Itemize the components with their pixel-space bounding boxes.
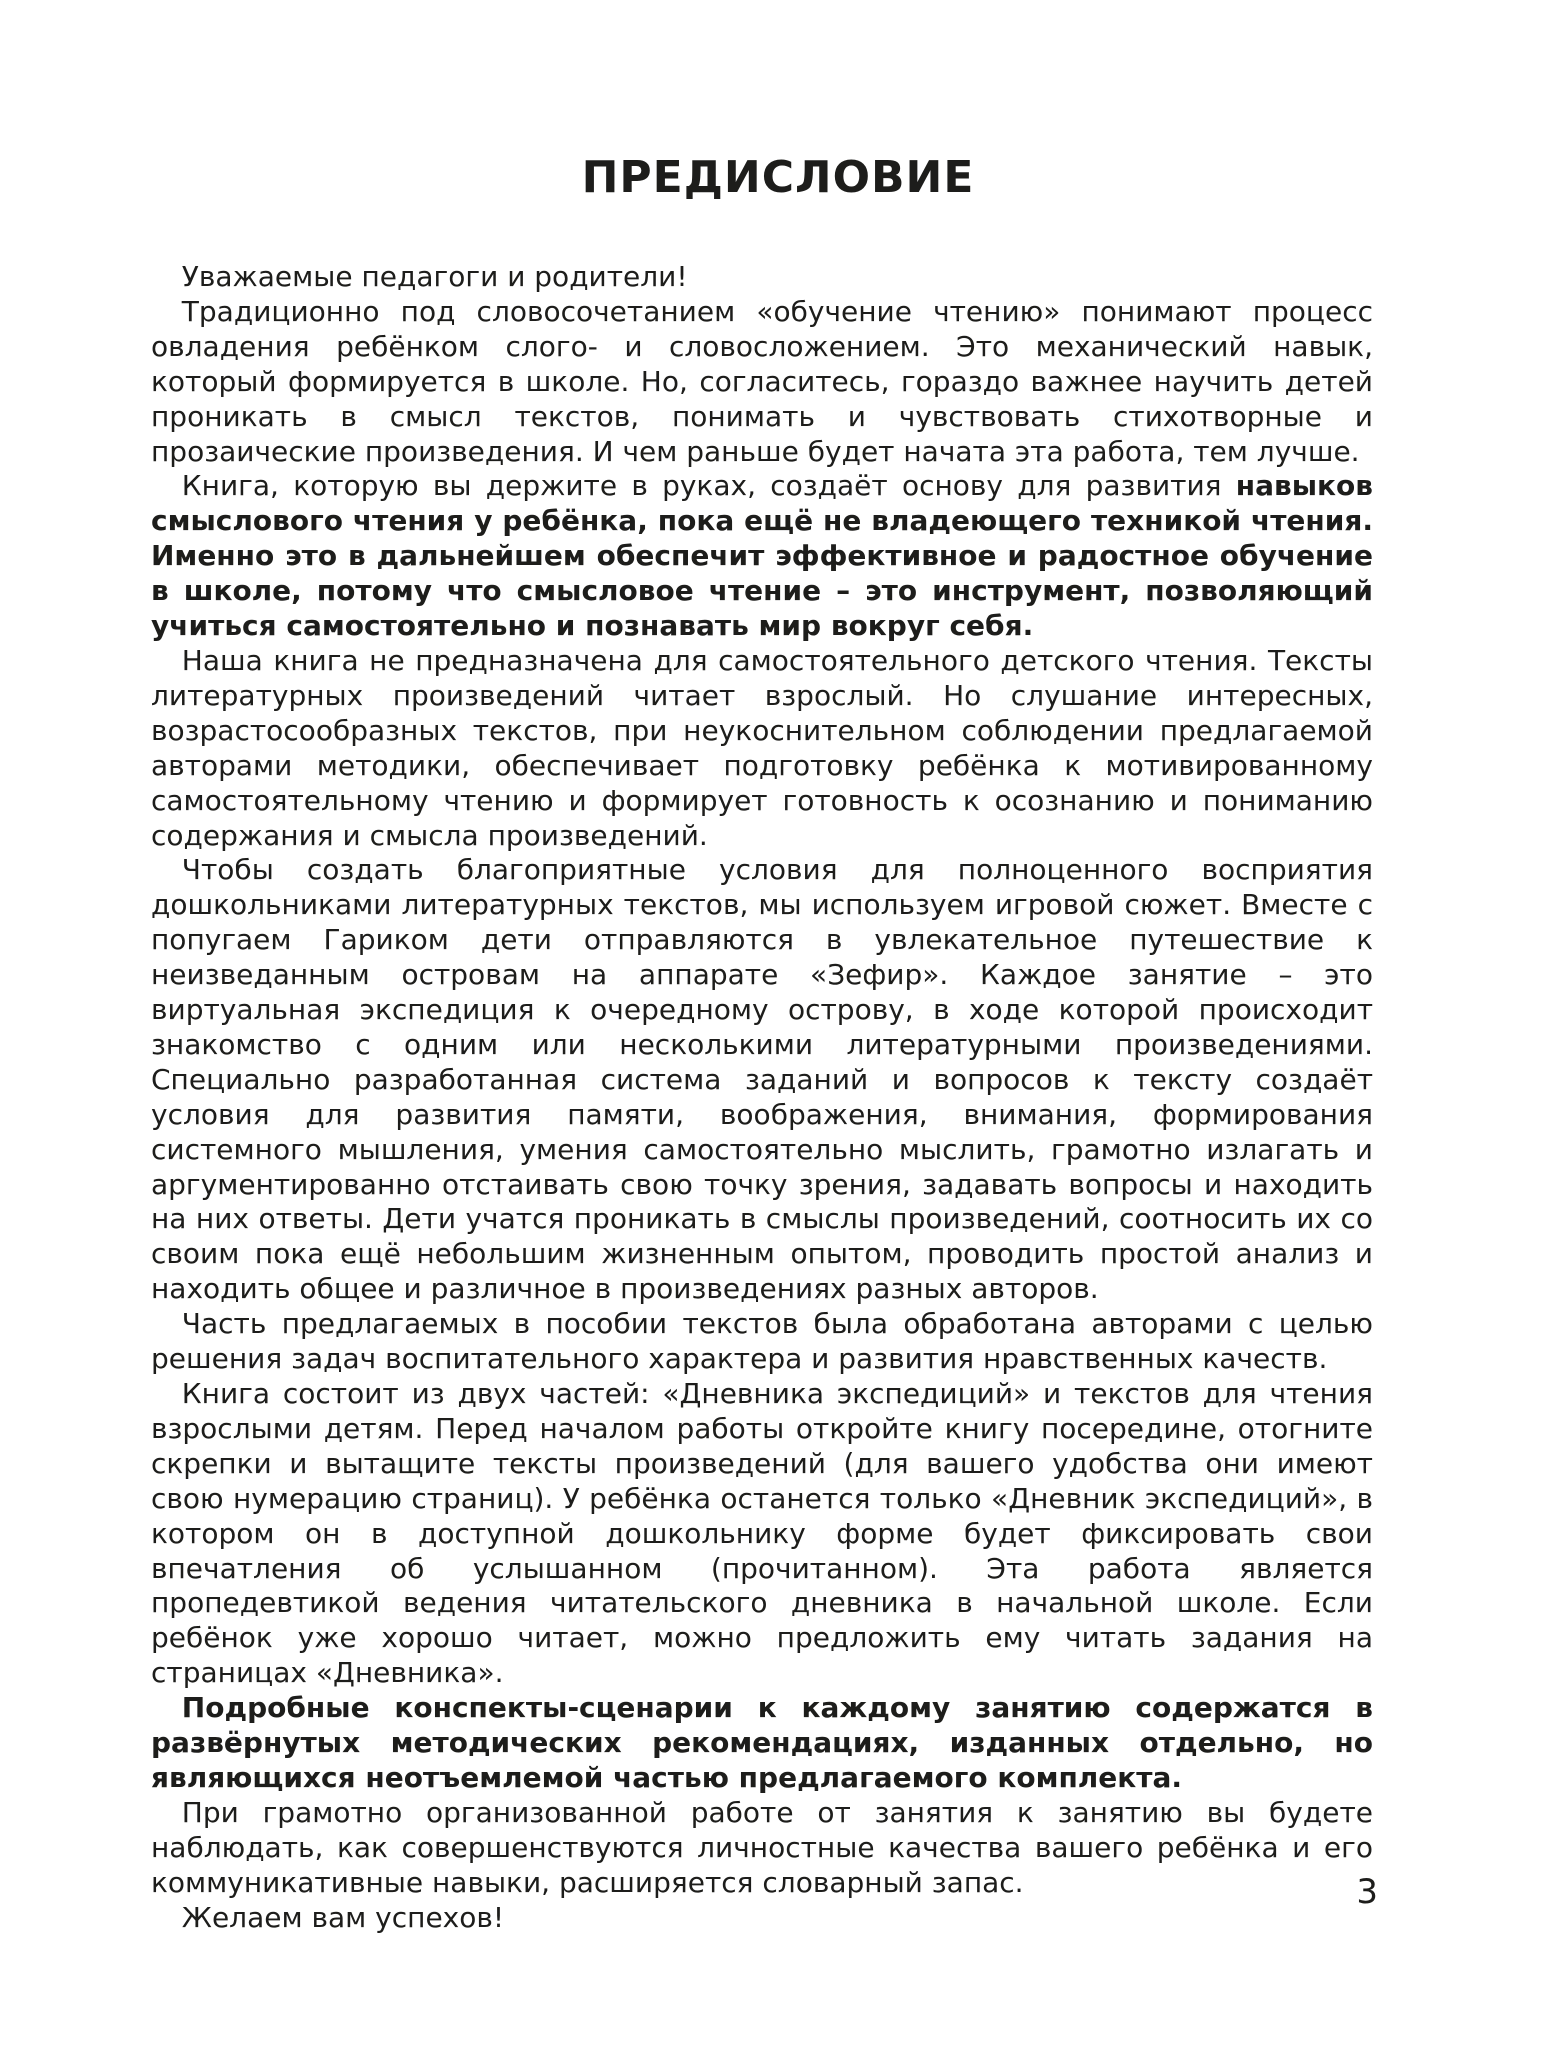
- paragraph-book-structure: [151, 1377, 1373, 1691]
- paragraph-text: Чтобы создать благоприятные условия для полноценного восприятия дошкольниками литературных текстов, мы используем игровой сюжет. Вместе с попугаем Гариком дети отправляются в увлекательное путешествие к неизведанным островам на аппарате «Зефир». Каждое занятие – это виртуальная экспедиция к очередному острову, в ходе которой происходит знакомство с одним или несколькими литературными произведениями. Специально разработанная система заданий и вопросов к тексту создаёт условия для развития памяти, воображения, внимания, формирования системного мышления, умения самостоятельно мыслить, грамотно излагать и аргументированно отстаивать свою точку зрения, задавать вопросы и находить на них ответы. Дети учатся проникать в смыслы произведений, соотносить их со своим пока ещё небольшим жизненным опытом, проводить простой анализ и находить общее и различное в произведениях разных авторов.: [151, 853, 1373, 1306]
- paragraph-text: Книга, которую вы держите в руках, создаёт основу для развития: [181, 469, 1236, 503]
- paragraph-bold-text: навыков смыслового чтения у ребёнка, пока ещё не владеющего техникой чтения. Именно это в дальнейшем обеспечит эффективное и радостное обучение в школе, потому что смысловое чтение – это инструмент, позволяющий учиться самостоятельно и познавать мир вокруг себя.: [151, 469, 1373, 643]
- paragraph-text: Традиционно под словосочетанием «обучение чтению» понимают процесс овладения ребёнком слого- и словосложением. Это механический навык, который формируется в школе. Но, согласитесь, гораздо важнее научить детей проникать в смысл текстов, понимать и чувствовать стихотворные и прозаические произведения. И чем раньше будет начата эта работа, тем лучше.: [151, 294, 1373, 468]
- body-text: [151, 260, 1373, 1936]
- paragraph-book-purpose: [151, 469, 1373, 644]
- paragraph-game-plot: [151, 853, 1373, 1307]
- paragraph-bold-text: Подробные конспекты-сценарии к каждому занятию содержатся в развёрнутых методических рекомендациях, изданных отдельно, но являющихся неотъемлемой частью предлагаемого комплекта.: [151, 1691, 1373, 1794]
- paragraph-text: Книга состоит из двух частей: «Дневника экспедиций» и текстов для чтения взрослыми детям. Перед началом работы откройте книгу посередине, отогните скрепки и вытащите тексты произведений (для вашего удобства они имеют свою нумерацию страниц). У ребёнка останется только «Дневник экспедиций», в котором он в доступной дошкольнику форме будет фиксировать свои впечатления об услышанном (прочитанном). Эта работа является пропедевтикой ведения читательского дневника в начальной школе. Если ребёнок уже хорошо читает, можно предложить ему читать задания на страницах «Дневника».: [151, 1377, 1373, 1690]
- paragraph-greeting: [151, 260, 1373, 295]
- paragraph-text: Часть предлагаемых в пособии текстов была обработана авторами с целью решения задач воспитательного характера и развития нравственных качеств.: [151, 1307, 1373, 1376]
- page-number: 3: [1356, 1872, 1378, 1912]
- paragraph-text: Наша книга не предназначена для самостоятельного детского чтения. Тексты литературных произведений читает взрослый. Но слушание интересных, возрастосообразных текстов, при неукоснительном соблюдении предлагаемой авторами методики, обеспечивает подготовку ребёнка к мотивированному самостоятельному чтению и формирует готовность к осознанию и пониманию содержания и смысла произведений.: [151, 643, 1373, 852]
- page-title: ПРЕДИСЛОВИЕ: [581, 152, 975, 203]
- paragraph-adapted-texts: [151, 1307, 1373, 1377]
- paragraph-closing: [151, 1901, 1373, 1936]
- paragraph-reading-adult: [151, 644, 1373, 853]
- paragraph-results: [151, 1796, 1373, 1901]
- paragraph-intro: [151, 295, 1373, 470]
- paragraph-text: При грамотно организованной работе от занятия к занятию вы будете наблюдать, как совершенствуются личностные качества вашего ребёнка и его коммуникативные навыки, расширяется словарный запас.: [151, 1795, 1373, 1899]
- paragraph-text: Желаем вам успехов!: [181, 1900, 505, 1934]
- paragraph-guidelines: [151, 1691, 1373, 1796]
- paragraph-text: Уважаемые педагоги и родители!: [181, 260, 688, 293]
